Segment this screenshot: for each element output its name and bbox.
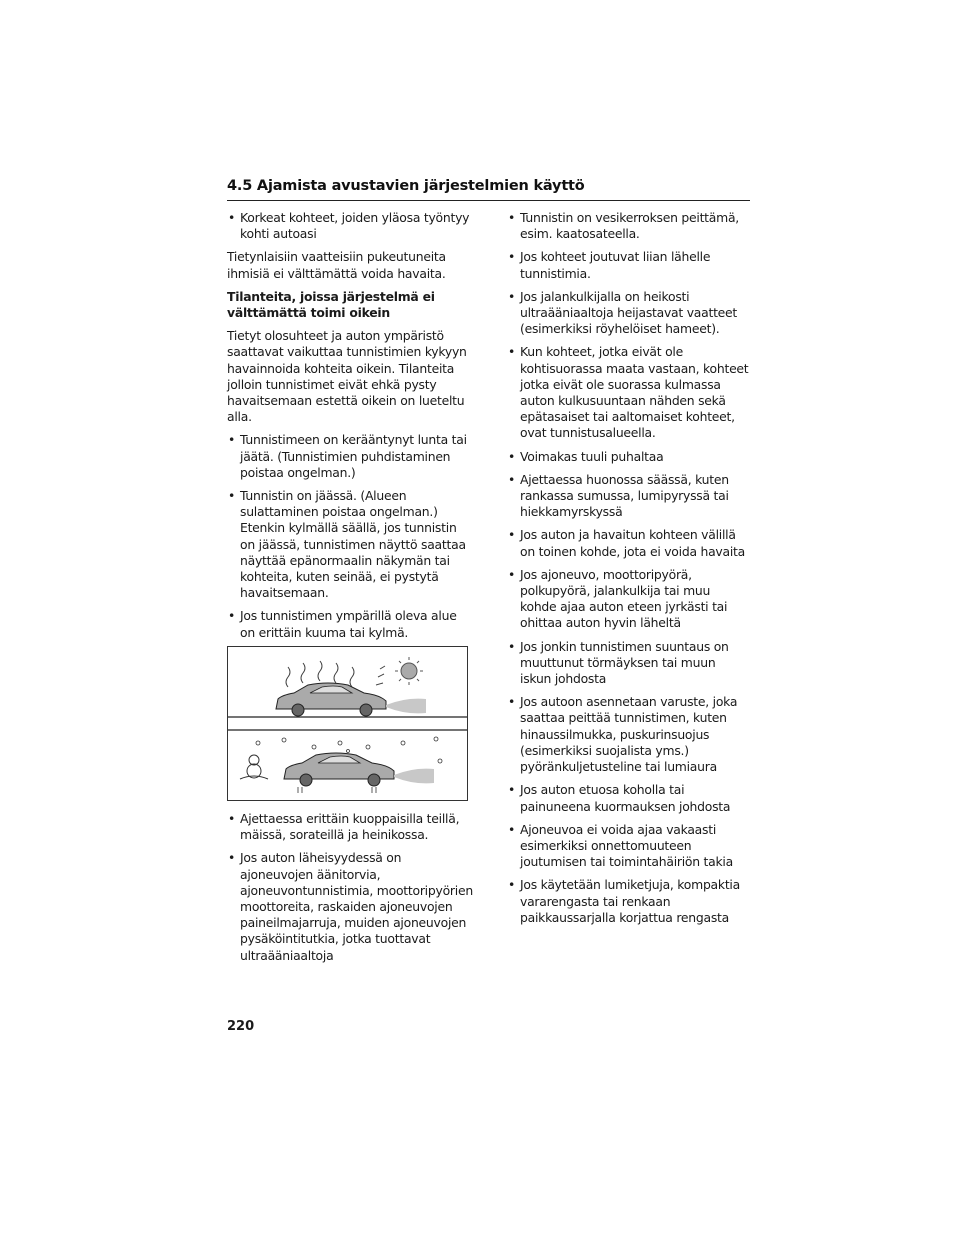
list-item: • Jos auton ja havaitun kohteen välillä on toinen kohde, jota ei voida havaita [508, 527, 745, 559]
illustration-svg [228, 647, 467, 800]
list-item-text: Jos auton etuosa koholla tai painuneena kuormauksen johdosta [520, 782, 731, 814]
list-item-text: Jos jonkin tunnistimen suuntaus on muuttunut törmäyksen tai muun iskun johdosta [520, 638, 729, 687]
list-item: • Jos jalankulkijalla on heikosti ultraääniaaltoja heijastavat vaatteet (esimerkiksi röyhelöiset hameet). [508, 288, 738, 337]
right-column [507, 210, 750, 933]
list-item: • Tunnistin on vesikerroksen peittämä, esim. kaatosateella. [508, 210, 739, 242]
weather-illustration [227, 646, 468, 801]
list-item-text: Ajoneuvoa ei voida ajaa vakaasti esimerkiksi onnettomuuteen joutumisen tai toimintahäiriön takia [520, 821, 733, 870]
list-item-text: Korkeat kohteet, joiden yläosa työntyy kohti autoasi [240, 210, 470, 242]
list-item-text: Jos autoon asennetaan varuste, joka saattaa peittää tunnistimen, kuten hinaussilmukka, puskurinsuojus (esimerkiksi suojalista yms.) pyöränkuljetusteline tai lumiaura [520, 694, 738, 775]
car-hot-icon [276, 683, 426, 716]
list-item: • Jos kohteet joutuvat liian lähelle tunnistimia. [508, 249, 711, 281]
list-item: • Kun kohteet, jotka eivät ole kohtisuorassa maata vastaan, kohteet jotka eivät ole suorassa kulmassa auton kulkusuuntaan nähden sekä epätasaiset tai aaltomaiset kohteet, ovat tunnistusalueella. [508, 344, 749, 441]
list-item-text: Tunnistin on jäässä. (Alueen sulattaminen poistaa ongelman.) Etenkin kylmällä säällä, jos tunnistin on jäässä, tunnistimen näyttö saattaa näyttää epänormaalin näkymän tai kohteita, kuten seinää, ei pystytä havaitsemaan. [240, 488, 466, 601]
list-item: • Jos ajoneuvo, moottoripyörä, polkupyörä, jalankulkija tai muu kohde ajaa auton eteen jyrkästi tai ohittaa auton hyvin läheltä [508, 566, 728, 631]
list-item-text: Jos jalankulkijalla on heikosti ultraääniaaltoja heijastavat vaatteet (esimerkiksi röyhelöiset hameet). [520, 288, 738, 337]
list-item: • Jos tunnistimen ympärillä oleva alue on erittäin kuuma tai kylmä. [228, 608, 457, 640]
list-item: • Voimakas tuuli puhaltaa [508, 448, 664, 464]
section-title: 4.5 Ajamista avustavien järjestelmien käyttö [227, 178, 585, 194]
list-item: • Tunnistin on jäässä. (Alueen sulattaminen poistaa ongelman.) Etenkin kylmällä säällä, jos tunnistin on jäässä, tunnistimen näyttö saattaa näyttää epänormaalin näkymän tai kohteita, kuten seinää, ei pystytä havaitsemaan. [228, 488, 466, 601]
sun-icon [395, 657, 423, 685]
paragraph: Tietynlaisiin vaatteisiin pukeutuneita ihmisiä ei välttämättä voida havaita. [227, 249, 446, 281]
car-cold-icon [284, 753, 434, 786]
list-item-text: Jos auton ja havaitun kohteen välillä on toinen kohde, jota ei voida havaita [520, 527, 745, 559]
list-item-text: Jos kohteet joutuvat liian lähelle tunnistimia. [520, 249, 711, 281]
list-item-text: Tunnistin on vesikerroksen peittämä, esim. kaatosateella. [520, 210, 739, 242]
list-item-text: Jos tunnistimen ympärillä oleva alue on erittäin kuuma tai kylmä. [240, 608, 457, 640]
list-item-text: Tunnistimeen on kerääntynyt lunta tai jäätä. (Tunnistimien puhdistaminen poistaa ongelman.) [240, 432, 467, 480]
title-divider [227, 200, 750, 201]
list-item: • Jos auton läheisyydessä on ajoneuvojen äänitorvia, ajoneuvontunnistimia, moottoripyörien moottoreita, raskaiden ajoneuvojen paineilmajarruja, muiden ajoneuvojen pysäköintitutkia, jotka tuottavat ultraääniaaltoja [228, 850, 473, 963]
paragraph: Tietyt olosuhteet ja auton ympäristö saattavat vaikuttaa tunnistimien kykyyn havainnoida kohteita oikein. Tilanteita jolloin tunnistimet eivät ehkä pysty havaitsemaan estettä oikein on lueteltu alla. [227, 328, 467, 425]
snowman-icon [240, 755, 268, 779]
list-item: • Korkeat kohteet, joiden yläosa työntyy kohti autoasi [228, 210, 470, 242]
frost-icon [298, 787, 376, 793]
left-column [227, 210, 473, 648]
list-item-text: Kun kohteet, jotka eivät ole kohtisuorassa maata vastaan, kohteet jotka eivät ole suorassa kulmassa auton kulkusuuntaan nähden sekä epätasaiset tai aaltomaiset kohteet, ovat tunnistusalueella. [520, 344, 749, 441]
list-item: • Ajoneuvoa ei voida ajaa vakaasti esimerkiksi onnettomuuteen joutumisen tai toimintahäiriön takia [508, 821, 733, 870]
list-item-text: Ajettaessa huonossa säässä, kuten rankassa sumussa, lumipyryssä tai hiekkamyrskyssä [520, 471, 729, 520]
left-column-bottom [227, 811, 473, 971]
list-item-text: Jos ajoneuvo, moottoripyörä, polkupyörä, jalankulkija tai muu kohde ajaa auton eteen jyrkästi tai ohittaa auton hyvin läheltä [520, 566, 728, 631]
subheading: Tilanteita, joissa järjestelmä ei välttämättä toimi oikein [227, 288, 435, 321]
list-item: • Jos käytetään lumiketjuja, kompaktia vararengasta tai renkaan paikkaussarjalla korjattua rengasta [508, 877, 740, 925]
list-item-text: Jos auton läheisyydessä on ajoneuvojen äänitorvia, ajoneuvontunnistimia, moottoripyörien moottoreita, raskaiden ajoneuvojen paineilmajarruja, muiden ajoneuvojen pysäköintitutkia, jotka tuottavat ultraääniaaltoja [240, 850, 473, 963]
list-item: • Jos jonkin tunnistimen suuntaus on muuttunut törmäyksen tai muun iskun johdosta [508, 638, 729, 687]
list-item-text: Jos käytetään lumiketjuja, kompaktia vararengasta tai renkaan paikkaussarjalla korjattua rengasta [520, 877, 740, 925]
page-number: 220 [227, 1019, 255, 1034]
list-item: • Jos autoon asennetaan varuste, joka saattaa peittää tunnistimen, kuten hinaussilmukka, puskurinsuojus (esimerkiksi suojalista yms.) pyöränkuljetusteline tai lumiaura [508, 694, 738, 775]
list-item: • Tunnistimeen on kerääntynyt lunta tai jäätä. (Tunnistimien puhdistaminen poistaa ongelman.) [228, 432, 467, 480]
list-item: • Jos auton etuosa koholla tai painuneena kuormauksen johdosta [508, 782, 731, 814]
list-item-text: Ajettaessa erittäin kuoppaisilla teillä, mäissä, sorateillä ja heinikossa. [240, 811, 460, 843]
list-item: • Ajettaessa huonossa säässä, kuten rankassa sumussa, lumipyryssä tai hiekkamyrskyssä [508, 471, 729, 520]
list-item: • Ajettaessa erittäin kuoppaisilla teillä, mäissä, sorateillä ja heinikossa. [228, 811, 460, 843]
list-item-text: Voimakas tuuli puhaltaa [520, 448, 664, 464]
